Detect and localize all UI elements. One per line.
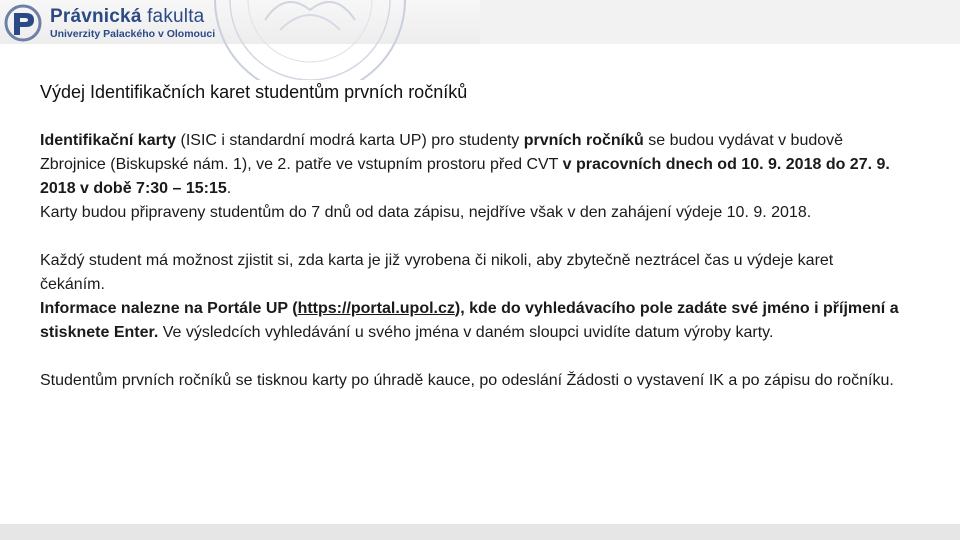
- paragraph-card-issue: [40, 129, 900, 225]
- p2-portal-bold-a: Informace nalezne na Portále UP (: [40, 300, 298, 317]
- paragraph-print-conditions: [40, 369, 900, 393]
- p1-first-year: prvních ročníků: [523, 132, 644, 149]
- paragraph-portal-info: [40, 249, 900, 345]
- footer-band: [0, 524, 960, 540]
- faculty-name-regular: fakulta: [141, 5, 205, 27]
- portal-link[interactable]: https://portal.upol.cz: [297, 300, 455, 317]
- faculty-name-bold: Právnická: [50, 5, 142, 27]
- page-title: Výdej Identifikačních karet studentům prvních ročníků: [40, 82, 468, 102]
- p1-period: .: [226, 180, 232, 197]
- p2-intro: Každý student má možnost zjistit si, zda karta je již vyrobena či nikoli, aby zbytečně neztrácel čas u výdeje karet čekáním.: [40, 252, 834, 293]
- university-name: Univerzity Palackého v Olomouci: [50, 27, 216, 40]
- faculty-name: [50, 7, 215, 26]
- p2-result: Ve výsledcích vyhledávání u svého jména v daném sloupci uvidíte datum výroby karty.: [158, 324, 774, 341]
- p1-readiness: Karty budou připraveny studentům do 7 dnů od data zápisu, nejdříve však v den zahájení výdeje 10. 9. 2018.: [40, 204, 812, 221]
- p3-text: Studentům prvních ročníků se tisknou karty po úhradě kauce, po odeslání Žádosti o vystavení IK a po zápisu do ročníku.: [40, 372, 894, 389]
- p2-portal-bold-b: ), kde do vyhledávacího pole zadáte své jméno i příjmení a stisknete Enter.: [40, 300, 899, 341]
- p1-dates: v pracovních dnech od 10. 9. 2018 do 27. 9. 2018 v době 7:30 – 15:15: [40, 156, 890, 197]
- p1-text-b: se budou vydávat v budově Zbrojnice (Biskupské nám. 1), ve 2. patře ve vstupním prostoru před CVT: [40, 132, 844, 173]
- university-seal-watermark: [205, 0, 415, 80]
- header-band-highlight: [480, 0, 960, 44]
- main-content: [40, 82, 900, 417]
- p1-card-label: Identifikační karty: [40, 132, 177, 149]
- faculty-emblem-icon: [4, 3, 42, 43]
- faculty-logo[interactable]: [4, 2, 215, 44]
- p1-text-a: (ISIC i standardní modrá karta UP) pro studenty: [176, 132, 524, 149]
